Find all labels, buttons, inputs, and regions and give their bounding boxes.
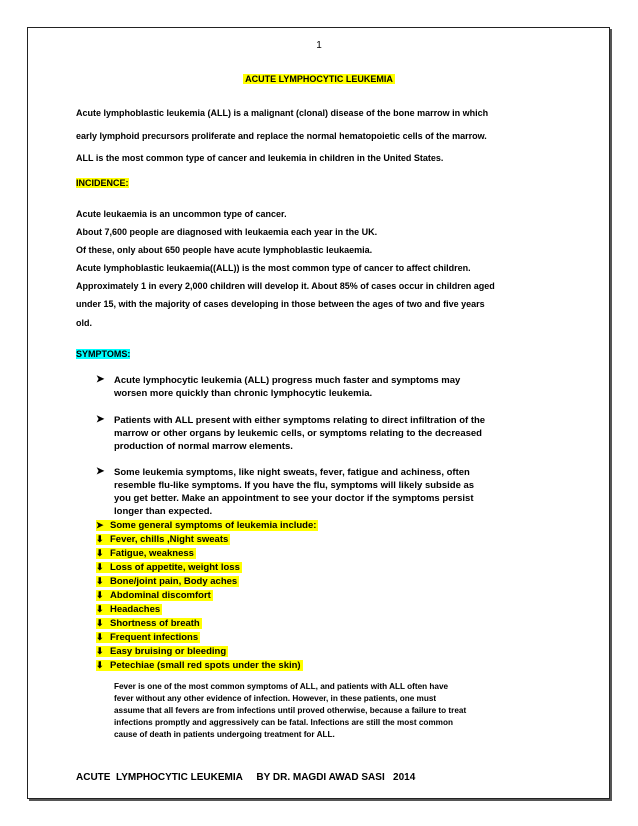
- down-arrow-bullet-icon: ⬇: [96, 632, 104, 642]
- document-title: [0, 74, 638, 84]
- bullet-line: you get better. Make an appointment to see your doctor if the symptoms persist: [114, 493, 474, 504]
- intro-line: Acute lymphoblastic leukemia (ALL) is a malignant (clonal) disease of the bone marrow in which: [76, 108, 489, 118]
- incidence-line: under 15, with the majority of cases developing in those between the ages of two and five years: [76, 299, 485, 309]
- general-symptom-item: [96, 660, 303, 673]
- incidence-heading: [76, 178, 129, 188]
- general-symptom-item: [96, 604, 162, 617]
- bullet-line: longer than expected.: [114, 506, 213, 517]
- arrow-bullet-icon: ➤: [96, 414, 105, 425]
- fever-paragraph-line: cause of death in patients undergoing treatment for ALL.: [114, 730, 335, 739]
- page-footer: ACUTE LYMPHOCYTIC LEUKEMIA BY DR. MAGDI AWAD SASI 2014: [76, 772, 416, 783]
- general-symptom-item: [96, 646, 228, 659]
- bullet-line: Patients with ALL present with either symptoms relating to direct infiltration of the: [114, 415, 486, 426]
- symptom-bullet: [96, 414, 576, 454]
- arrow-bullet-icon: ➤: [96, 520, 104, 530]
- general-symptom-item: [96, 562, 242, 575]
- incidence-line: old.: [76, 318, 92, 328]
- general-symptoms-intro-text: Some general symptoms of leukemia include:: [110, 520, 317, 531]
- general-symptom-item: [96, 590, 213, 603]
- general-symptom-label: Frequent infections: [110, 632, 199, 643]
- incidence-line: Acute leukaemia is an uncommon type of cancer.: [76, 209, 287, 219]
- general-symptom-item: [96, 618, 202, 631]
- down-arrow-bullet-icon: ⬇: [96, 660, 104, 670]
- fever-paragraph-line: infections promptly and aggressively can be fatal. Infections are still the most common: [114, 718, 453, 727]
- arrow-bullet-icon: ➤: [96, 374, 105, 385]
- page-number: 1: [316, 40, 322, 51]
- symptom-bullet: [96, 466, 576, 520]
- general-symptoms-intro: [96, 520, 318, 533]
- bullet-line: Some leukemia symptoms, like night sweats, fever, fatigue and achiness, often: [114, 467, 470, 478]
- general-symptom-item: [96, 632, 200, 645]
- general-symptom-label: Petechiae (small red spots under the skin): [110, 660, 301, 671]
- general-symptom-label: Headaches: [110, 604, 161, 615]
- down-arrow-bullet-icon: ⬇: [96, 646, 104, 656]
- down-arrow-bullet-icon: ⬇: [96, 590, 104, 600]
- arrow-bullet-icon: ➤: [96, 466, 105, 477]
- symptoms-heading-text: SYMPTOMS:: [76, 349, 131, 359]
- intro-line: early lymphoid precursors proliferate and replace the normal hematopoietic cells of the marrow.: [76, 131, 487, 141]
- general-symptom-label: Easy bruising or bleeding: [110, 646, 227, 657]
- down-arrow-bullet-icon: ⬇: [96, 604, 104, 614]
- general-symptom-label: Abdominal discomfort: [110, 590, 211, 601]
- down-arrow-bullet-icon: ⬇: [96, 534, 104, 544]
- symptom-bullet: [96, 374, 576, 404]
- incidence-line: Of these, only about 650 people have acute lymphoblastic leukaemia.: [76, 245, 373, 255]
- incidence-line: About 7,600 people are diagnosed with leukaemia each year in the UK.: [76, 227, 378, 237]
- bullet-line: Acute lymphocytic leukemia (ALL) progress much faster and symptoms may: [114, 375, 461, 386]
- fever-paragraph-line: fever without any other evidence of infection. However, in these patients, one must: [114, 694, 437, 703]
- general-symptom-label: Loss of appetite, weight loss: [110, 562, 240, 573]
- document-title-text: ACUTE LYMPHOCYTIC LEUKEMIA: [245, 74, 393, 84]
- general-symptom-label: Bone/joint pain, Body aches: [110, 576, 238, 587]
- symptoms-heading: [76, 349, 130, 359]
- general-symptom-label: Fever, chills ,Night sweats: [110, 534, 229, 545]
- down-arrow-bullet-icon: ⬇: [96, 576, 104, 586]
- down-arrow-bullet-icon: ⬇: [96, 548, 104, 558]
- down-arrow-bullet-icon: ⬇: [96, 562, 104, 572]
- incidence-line: Approximately 1 in every 2,000 children will develop it. About 85% of cases occur in children aged: [76, 281, 495, 291]
- general-symptom-label: Shortness of breath: [110, 618, 200, 629]
- down-arrow-bullet-icon: ⬇: [96, 618, 104, 628]
- incidence-heading-text: INCIDENCE:: [76, 178, 129, 188]
- bullet-line: worsen more quickly than chronic lymphocytic leukemia.: [114, 388, 373, 399]
- incidence-line: Acute lymphoblastic leukaemia((ALL)) is the most common type of cancer to affect children.: [76, 263, 471, 273]
- intro-line: ALL is the most common type of cancer and leukemia in children in the United States.: [76, 153, 444, 163]
- fever-paragraph-line: assume that all fevers are from infections until proved otherwise, because a failure to treat: [114, 706, 467, 715]
- bullet-line: marrow or other organs by leukemic cells, or symptoms relating to the decreased: [114, 428, 482, 439]
- bullet-line: production of normal marrow elements.: [114, 441, 293, 452]
- general-symptom-item: [96, 534, 230, 547]
- general-symptom-item: [96, 548, 196, 561]
- fever-paragraph-line: Fever is one of the most common symptoms of ALL, and patients with ALL often have: [114, 682, 449, 691]
- bullet-line: resemble flu-like symptoms. If you have the flu, symptoms will likely subside as: [114, 480, 475, 491]
- general-symptom-item: [96, 576, 239, 589]
- general-symptom-label: Fatigue, weakness: [110, 548, 194, 559]
